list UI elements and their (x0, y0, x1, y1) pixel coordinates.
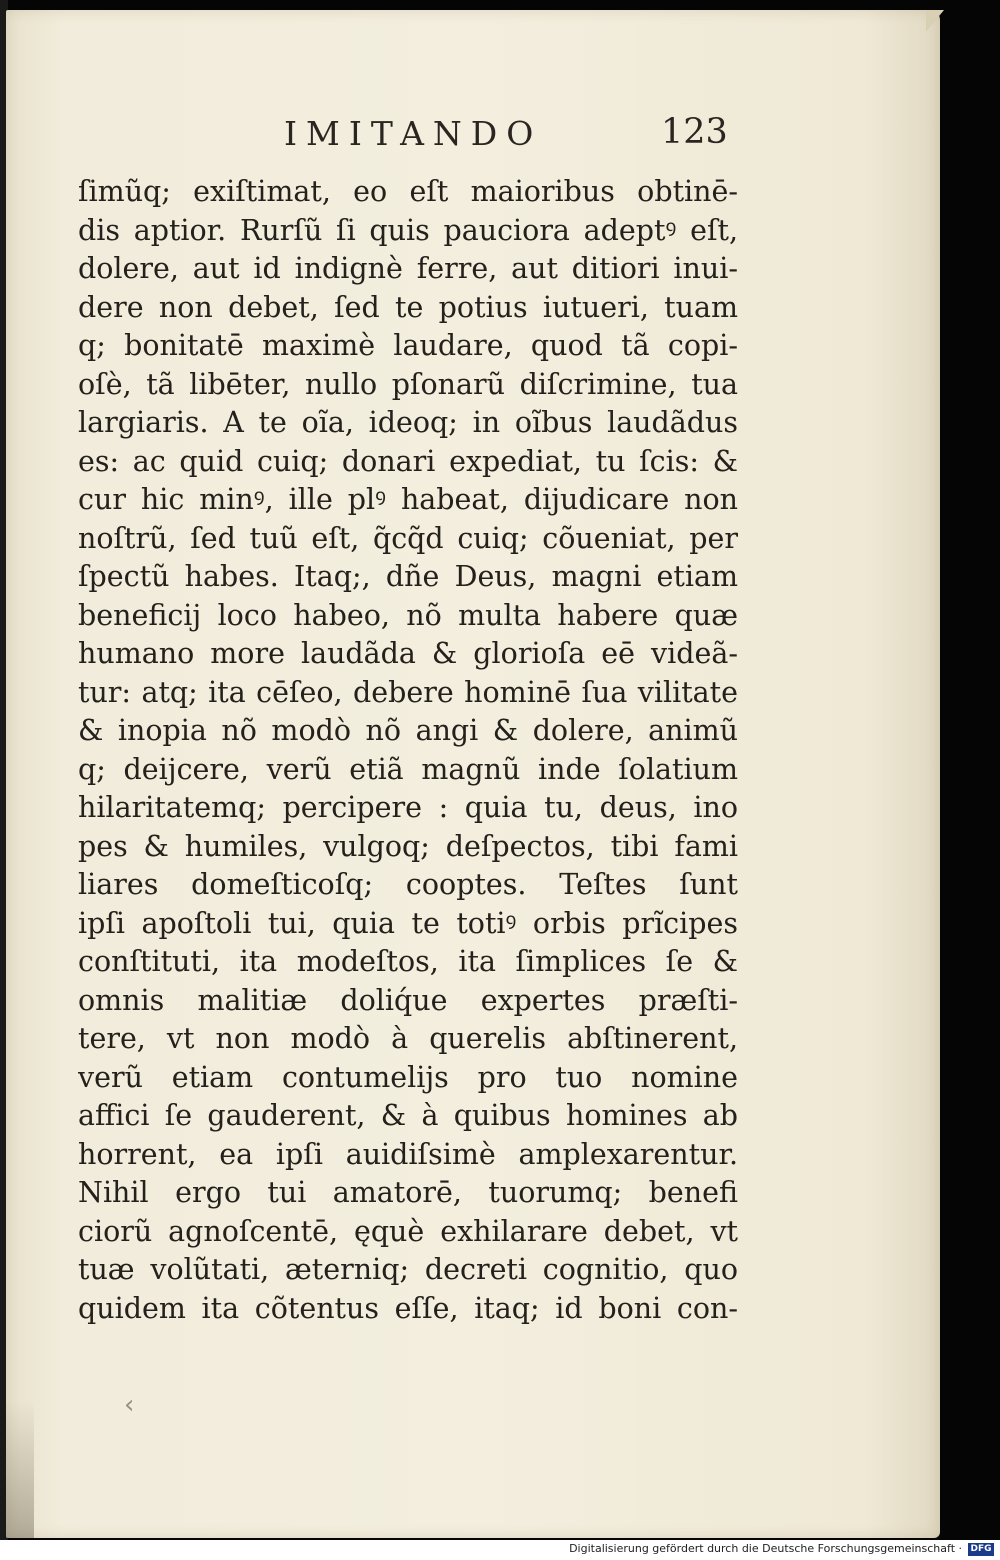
text-line: ſpectũ habes. Itaq;, dñe Deus, magni etiam (78, 560, 738, 593)
text-line: es: ac quid cuiq; donari expediat, tu ſcis: & (78, 444, 738, 478)
text-line: ſimũq; exiſtimat, eo eſt maioribus obtinē- (78, 175, 738, 208)
text-line: dere non debet, ſed te potius iutueri, tuam (78, 290, 738, 324)
text-line: conſtituti, ita modeſtos, ita ſimplices ſe & (78, 945, 738, 978)
page-header (6, 110, 940, 170)
text-line: & inopia nõ modò nõ angi & dolere, animũ (78, 714, 738, 747)
text-line: q; bonitatē maximè laudare, quod tã copi- (78, 329, 738, 362)
text-line: dis aptior. Rurſũ ſi quis pauciora adeptꝰ eſt, (78, 213, 738, 247)
funding-credit: Digitalisierung gefördert durch die Deutsche Forschungsgemeinschaft · (569, 1542, 962, 1555)
text-line: dolere, aut id indignè ferre, aut ditiori inui- (78, 252, 738, 285)
text-line: pes & humiles, vulgoq; deſpectos, tibi fami (78, 829, 738, 863)
text-line: Nihil ergo tui amatorē, tuorumq; benefi (78, 1176, 738, 1209)
text-line: cur hic minꝰ, ille plꝰ habeat, dijudicare non (78, 483, 738, 516)
binding-shadow (6, 1400, 34, 1538)
page-corner-fold (926, 10, 944, 32)
text-line: horrent, ea ipſi auidiſsimè amplexarentur. (78, 1137, 738, 1171)
text-line: noſtrũ, ſed tuũ eſt, q̃cq̃d cuiq; cõueniat, per (78, 521, 738, 555)
text-line: q; deijcere, verũ etiã magnũ inde ſolatium (78, 752, 738, 786)
text-line: tur: atq; ita cēſeo, debere hominē ſua vilitate (78, 675, 738, 709)
text-line: tuæ volũtati, æterniq; decreti cognitio, quo (78, 1253, 738, 1286)
text-line: beneficij loco habeo, nõ multa habere quæ (78, 598, 738, 632)
dfg-logo: DFG (968, 1543, 994, 1556)
text-line: omnis malitiæ doliq́ue expertes præſti- (78, 983, 738, 1017)
text-line: quidem ita cõtentus eſſe, itaq; id boni con- (78, 1291, 738, 1325)
text-line: liares domeſticoſq; cooptes. Teſtes ſunt (78, 868, 738, 901)
body-text (78, 173, 738, 1328)
footer-bar (0, 1540, 1000, 1560)
text-line: ciorũ agnoſcentē, ęquè exhilarare debet, vt (78, 1214, 738, 1248)
margin-pencil-mark: ‹ (124, 1390, 135, 1420)
running-head: IMITANDO (284, 114, 543, 153)
text-line: tere, vt non modò à querelis abſtinerent, (78, 1022, 738, 1055)
text-line: verũ etiam contumelijs pro tuo nomine (78, 1060, 738, 1094)
text-line: largiaris. A te oĩa, ideoq; in oĩbus laudãdus (78, 406, 738, 439)
text-line: hilaritatemq; percipere : quia tu, deus, ino (78, 791, 738, 824)
text-line: oſè, tã libēter, nullo pſonarũ diſcrimine, tua (78, 367, 738, 401)
page-number: 123 (661, 112, 728, 152)
book-page (6, 10, 940, 1538)
text-line: ipſi apoſtoli tui, quia te totiꝰ orbis prĩcipes (78, 906, 738, 940)
text-line: affici ſe gauderent, & à quibus homines ab (78, 1099, 738, 1132)
text-line: humano more laudãda & glorioſa eē videã- (78, 637, 738, 670)
